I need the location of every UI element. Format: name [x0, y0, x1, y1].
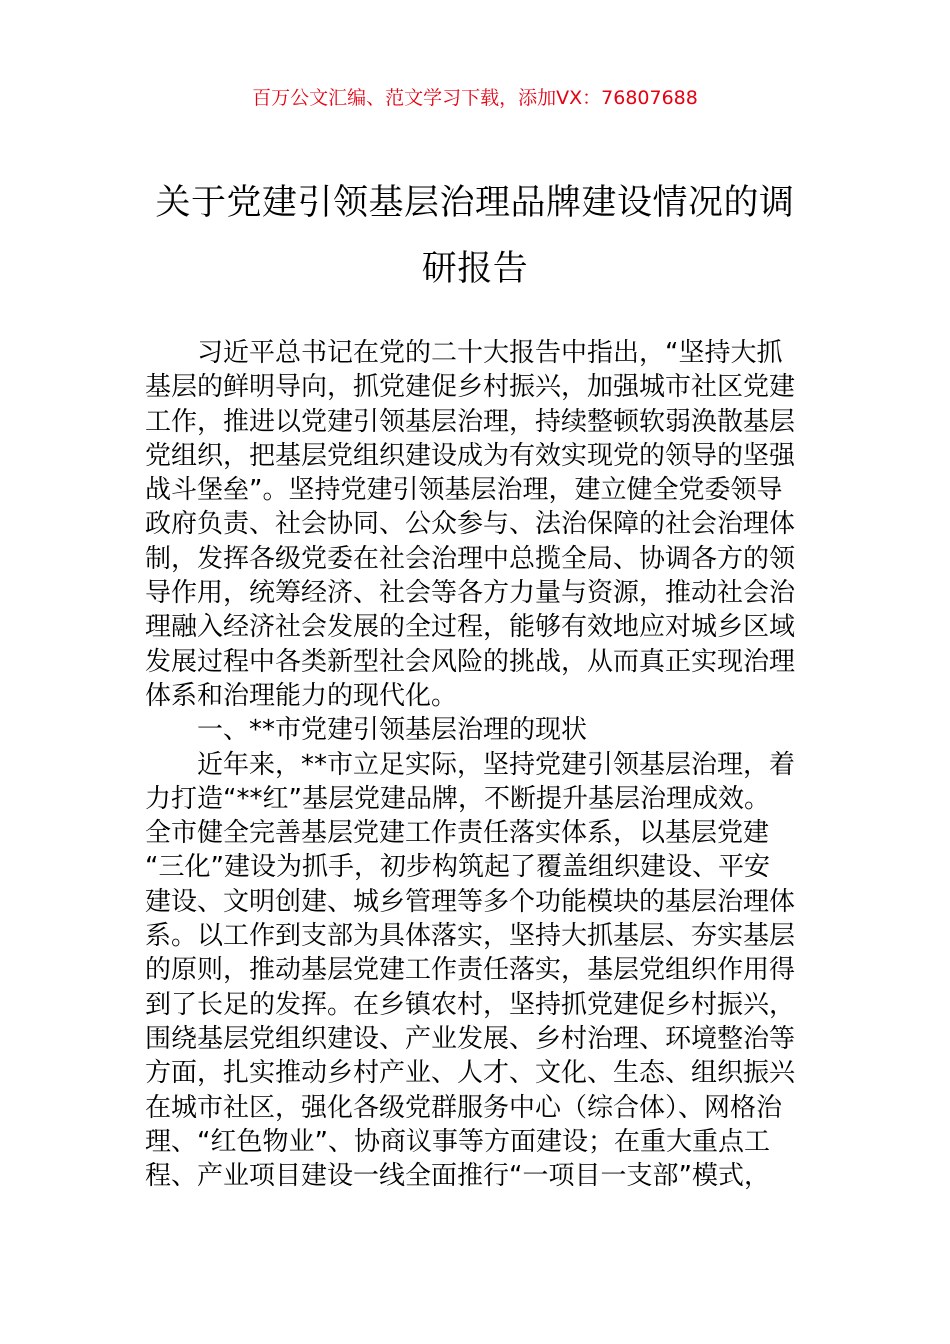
paragraph-line: 制，发挥各级党委在社会治理中总揽全局、协调各方的领	[145, 543, 796, 574]
paragraph-line: 党组织，把基层党组织建设成为有效实现党的领导的坚强	[145, 440, 796, 471]
paragraph-line: 围绕基层党组织建设、产业发展、乡村治理、环境整治等	[145, 1023, 796, 1054]
paragraph-line: 习近平总书记在党的二十大报告中指出，“坚持大抓	[197, 338, 783, 368]
paragraph-line: 程、产业项目建设一线全面推行“一项目一支部”模式，	[145, 1161, 770, 1192]
paragraph-line: 在城市社区，强化各级党群服务中心（综合体）、网格治	[145, 1092, 783, 1123]
paragraph-line: 战斗堡垒”。坚持党建引领基层治理，建立健全党委领导	[145, 475, 783, 506]
paragraph-line: 基层的鲜明导向，抓党建促乡村振兴，加强城市社区党建	[145, 372, 796, 403]
paragraph-line: 工作，推进以党建引领基层治理，持续整顿软弱涣散基层	[145, 406, 796, 437]
paragraph-line: 全市健全完善基层党建工作责任落实体系，以基层党建	[145, 818, 770, 849]
paragraph-line: 政府负责、社会协同、公众参与、法治保障的社会治理体	[145, 509, 796, 540]
title-line: 研报告	[421, 249, 529, 289]
paragraph-line: 导作用，统筹经济、社会等各方力量与资源，推动社会治	[145, 578, 796, 609]
paragraph-line: 发展过程中各类新型社会风险的挑战，从而真正实现治理	[145, 646, 796, 677]
title-line: 关于党建引领基层治理品牌建设情况的调	[155, 183, 795, 223]
paragraph-line: 近年来，**市立足实际，坚持党建引领基层治理，着	[197, 749, 796, 780]
paragraph-line: 的原则，推动基层党建工作责任落实，基层党组织作用得	[145, 955, 796, 986]
header-banner: 百万公文汇编、范文学习下载，添加VX：76807688	[252, 87, 698, 109]
document-body	[145, 336, 807, 1193]
section-heading: 一、**市党建引领基层治理的现状	[197, 715, 588, 746]
paragraph-line: “三化”建设为抓手，初步构筑起了覆盖组织建设、平安	[145, 852, 770, 883]
paragraph-line: 理融入经济社会发展的全过程，能够有效地应对城乡区域	[145, 612, 796, 643]
paragraph-line: 体系和治理能力的现代化。	[145, 680, 458, 711]
paragraph-line: 力打造“**红”基层党建品牌，不断提升基层治理成效。	[145, 783, 770, 814]
paragraph-line: 系。以工作到支部为具体落实，坚持大抓基层、夯实基层	[145, 921, 796, 952]
paragraph-line: 方面，扎实推动乡村产业、人才、文化、生态、组织振兴	[145, 1058, 796, 1089]
paragraph-line: 建设、文明创建、城乡管理等多个功能模块的基层治理体	[145, 886, 796, 917]
paragraph-line: 到了长足的发挥。在乡镇农村，坚持抓党建促乡村振兴，	[145, 989, 796, 1020]
paragraph-line: 理、“红色物业”、协商议事等方面建设；在重大重点工	[145, 1126, 770, 1157]
document-title	[145, 170, 805, 302]
